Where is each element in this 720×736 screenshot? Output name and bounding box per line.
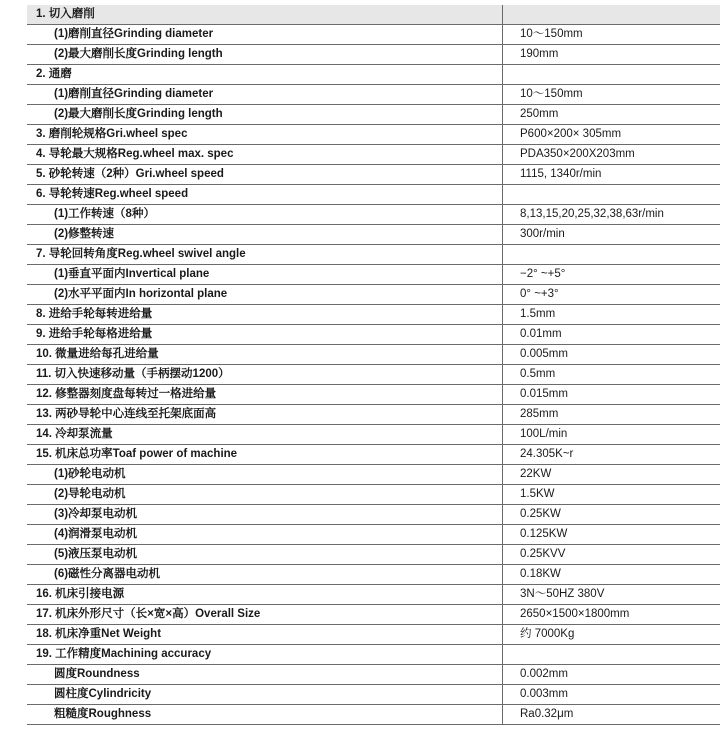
spec-value: −2° ~+5° [503, 265, 720, 285]
spec-value: 1.5KW [503, 485, 720, 505]
spec-value: 24.305K~r [503, 445, 720, 465]
spec-label-cell [27, 145, 503, 165]
spec-label-cell [27, 385, 503, 405]
spec-row [27, 525, 720, 545]
spec-label-cell [27, 365, 503, 385]
spec-row [27, 225, 720, 245]
spec-row [27, 645, 720, 665]
spec-label-cell [27, 105, 503, 125]
spec-row [27, 65, 720, 85]
spec-row [27, 625, 720, 645]
spec-label: 圆柱度Cylindricity [54, 688, 152, 700]
spec-label-cell [27, 265, 503, 285]
spec-value: 0.25KW [503, 505, 720, 525]
spec-label: (2)最大磨削长度Grinding length [54, 48, 223, 60]
spec-label: 17. 机床外形尺寸（长×宽×高）Overall Size [36, 608, 261, 620]
spec-value: 1115, 1340r/min [503, 165, 720, 185]
spec-label-cell [27, 605, 503, 625]
spec-label-cell [27, 245, 503, 265]
spec-label: (1)磨削直径Grinding diameter [54, 88, 214, 100]
spec-label-cell [27, 505, 503, 525]
spec-label: 16. 机床引接电源 [36, 588, 125, 600]
spec-label: (3)冷却泵电动机 [54, 508, 138, 520]
spec-label-cell [27, 465, 503, 485]
spec-value [503, 245, 720, 265]
spec-label: 10. 微量进给每孔进给量 [36, 348, 159, 360]
spec-label-cell [27, 125, 503, 145]
spec-label: 圆度Roundness [54, 668, 140, 680]
spec-table [27, 5, 720, 725]
spec-value: 10～150mm [503, 25, 720, 45]
spec-row [27, 565, 720, 585]
spec-value: 0.005mm [503, 345, 720, 365]
spec-label: 12. 修整器刻度盘每转过一格进给量 [36, 388, 217, 400]
spec-value [503, 65, 720, 85]
spec-label: (1)磨削直径Grinding diameter [54, 28, 214, 40]
spec-value: 8,13,15,20,25,32,38,63r/min [503, 205, 720, 225]
spec-label: (1)工作转速（8种） [54, 208, 155, 220]
spec-value: 0.5mm [503, 365, 720, 385]
spec-label: 15. 机床总功率Toaf power of machine [36, 448, 238, 460]
spec-label-cell [27, 25, 503, 45]
spec-label: 1. 切入磨削 [36, 8, 95, 20]
spec-value: 0.003mm [503, 685, 720, 705]
spec-row [27, 185, 720, 205]
spec-row [27, 365, 720, 385]
spec-label: (1)砂轮电动机 [54, 468, 126, 480]
spec-row [27, 605, 720, 625]
spec-label: 4. 导轮最大规格Reg.wheel max. spec [36, 148, 234, 160]
spec-row [27, 405, 720, 425]
spec-row [27, 545, 720, 565]
spec-row [27, 705, 720, 725]
spec-label-cell [27, 45, 503, 65]
spec-label: (2)最大磨削长度Grinding length [54, 108, 223, 120]
spec-label: 6. 导轮转速Reg.wheel speed [36, 188, 189, 200]
spec-label: (2)修整转速 [54, 228, 115, 240]
spec-value: P600×200× 305mm [503, 125, 720, 145]
spec-row [27, 305, 720, 325]
spec-row [27, 505, 720, 525]
spec-value: 3N～50HZ 380V [503, 585, 720, 605]
spec-value: 0.18KW [503, 565, 720, 585]
spec-row [27, 125, 720, 145]
spec-label: 3. 磨削轮规格Gri.wheel spec [36, 128, 188, 140]
spec-row [27, 445, 720, 465]
spec-label: 粗糙度Roughness [54, 708, 152, 720]
spec-value: 0.015mm [503, 385, 720, 405]
spec-row [27, 285, 720, 305]
spec-label: 8. 进给手轮每转进给量 [36, 308, 153, 320]
spec-label-cell [27, 405, 503, 425]
spec-label-cell [27, 65, 503, 85]
spec-row [27, 105, 720, 125]
spec-row [27, 585, 720, 605]
spec-label-cell [27, 545, 503, 565]
spec-label-cell [27, 485, 503, 505]
spec-label-cell [27, 185, 503, 205]
spec-value: 1.5mm [503, 305, 720, 325]
spec-label-cell [27, 205, 503, 225]
spec-label-cell [27, 225, 503, 245]
spec-value: Ra0.32μm [503, 705, 720, 725]
spec-value: 约 7000Kg [503, 625, 720, 645]
spec-row [27, 145, 720, 165]
spec-label: 14. 冷却泵流量 [36, 428, 113, 440]
spec-value: 190mm [503, 45, 720, 65]
spec-label: 19. 工作精度Machining accuracy [36, 648, 212, 660]
spec-value [503, 5, 720, 25]
spec-label-cell [27, 625, 503, 645]
spec-row [27, 465, 720, 485]
spec-value: 0.002mm [503, 665, 720, 685]
spec-value: 10～150mm [503, 85, 720, 105]
spec-label-cell [27, 525, 503, 545]
spec-row [27, 245, 720, 265]
spec-value [503, 185, 720, 205]
spec-value: 0° ~+3° [503, 285, 720, 305]
spec-label: (2)水平平面内In horizontal plane [54, 288, 228, 300]
spec-value: 285mm [503, 405, 720, 425]
spec-label-cell [27, 445, 503, 465]
spec-row [27, 425, 720, 445]
spec-value: 250mm [503, 105, 720, 125]
spec-label-cell [27, 705, 503, 725]
spec-value: PDA350×200X203mm [503, 145, 720, 165]
spec-label-cell [27, 325, 503, 345]
spec-label: (2)导轮电动机 [54, 488, 126, 500]
spec-label-cell [27, 645, 503, 665]
spec-label: (4)润滑泵电动机 [54, 528, 138, 540]
spec-label-cell [27, 665, 503, 685]
spec-label-cell [27, 345, 503, 365]
spec-label: 7. 导轮回转角度Reg.wheel swivel angle [36, 248, 246, 260]
spec-label: 11. 切入快速移动量（手柄摆动1200） [36, 368, 230, 380]
spec-value: 22KW [503, 465, 720, 485]
spec-value: 0.01mm [503, 325, 720, 345]
spec-label: 9. 进给手轮每格进给量 [36, 328, 153, 340]
spec-label: (1)垂直平面内Invertical plane [54, 268, 210, 280]
spec-label-cell [27, 85, 503, 105]
spec-row [27, 45, 720, 65]
spec-label-cell [27, 305, 503, 325]
spec-value: 100L/min [503, 425, 720, 445]
spec-value [503, 645, 720, 665]
spec-label: 2. 通磨 [36, 68, 72, 80]
spec-row [27, 205, 720, 225]
spec-label-cell [27, 285, 503, 305]
spec-label: 5. 砂轮转速（2种）Gri.wheel speed [36, 168, 224, 180]
spec-row [27, 385, 720, 405]
spec-row [27, 5, 720, 25]
spec-label: (6)磁性分离器电动机 [54, 568, 161, 580]
spec-label-cell [27, 425, 503, 445]
spec-row [27, 485, 720, 505]
spec-label: 18. 机床净重Net Weight [36, 628, 162, 640]
spec-row [27, 25, 720, 45]
spec-value: 0.25KVV [503, 545, 720, 565]
spec-row [27, 265, 720, 285]
spec-label: (5)液压泵电动机 [54, 548, 138, 560]
spec-row [27, 685, 720, 705]
spec-value: 0.125KW [503, 525, 720, 545]
spec-label-cell [27, 165, 503, 185]
spec-value: 300r/min [503, 225, 720, 245]
spec-label-cell [27, 685, 503, 705]
spec-row [27, 165, 720, 185]
spec-row [27, 85, 720, 105]
spec-row [27, 345, 720, 365]
spec-row [27, 325, 720, 345]
spec-table-body [27, 5, 720, 725]
spec-label-cell [27, 585, 503, 605]
spec-row [27, 665, 720, 685]
spec-label: 13. 两砂导轮中心连线至托架底面高 [36, 408, 217, 420]
spec-value: 2650×1500×1800mm [503, 605, 720, 625]
spec-label-cell [27, 5, 503, 25]
spec-label-cell [27, 565, 503, 585]
